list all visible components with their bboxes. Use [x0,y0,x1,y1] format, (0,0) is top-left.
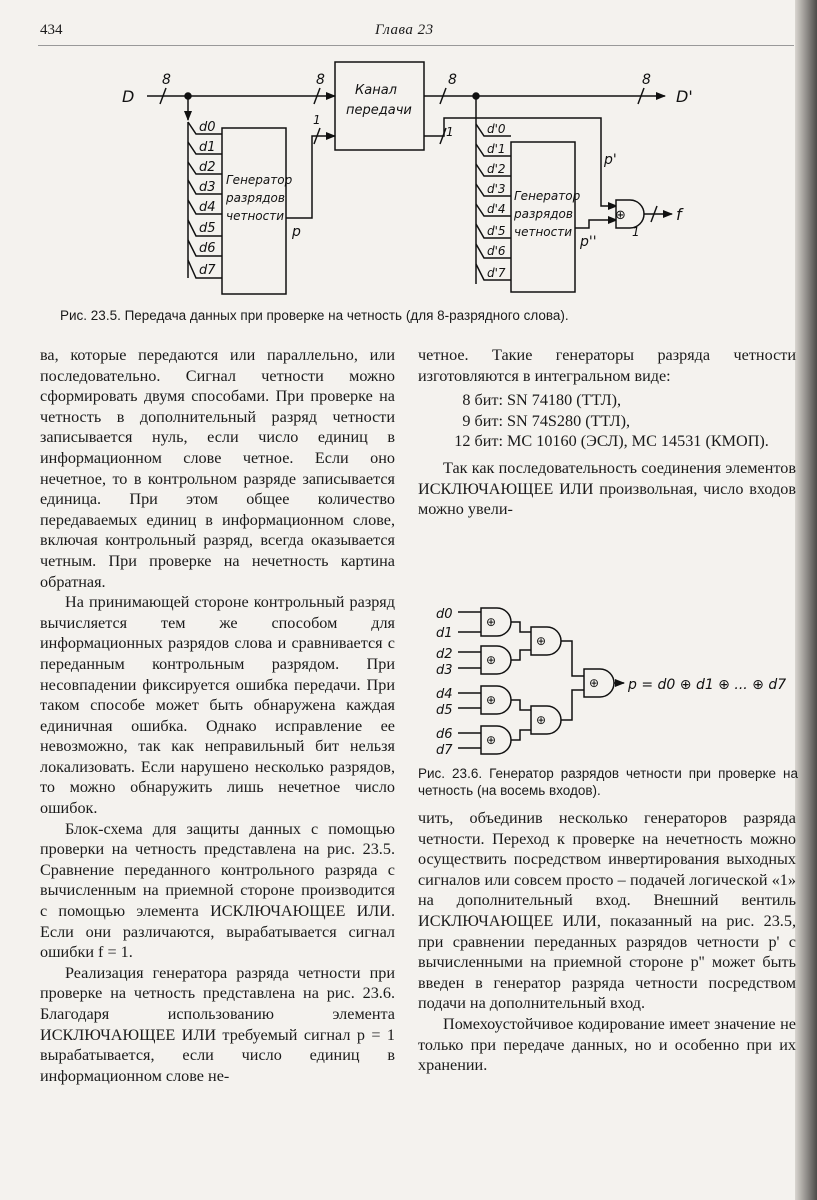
tx-input-label: d5 [199,221,216,236]
gen-input-label: d1 [436,626,453,641]
rx-input-label: d'5 [487,224,506,238]
xor-symbol: ⊕ [486,733,497,747]
input-leads [458,612,481,748]
left-column [40,345,395,1086]
bus-width-label: 8 [316,72,325,88]
page-number: 434 [40,22,63,38]
right-column-top [418,345,796,520]
rx-generator-label-2: разрядов [514,207,573,221]
paragraph: чить, объединив несколько генераторов разряда четности. Переход к проверке на нечетность можно осуществить посредством инвертирования выходных сигналов или совсем просто – подачей логической «1» на дополнительный вход. Внешний вентиль ИСКЛЮЧАЮЩЕЕ ИЛИ, показанный на рис. 23.5, при сравнении переданных разрядов четности p' с вычисленными на приемной стороне p'' может быть введен в генератор разряда четности посредством подачи на дополнительный вход. [418,809,796,1013]
tx-input-label: d1 [199,140,216,155]
rx-input-label: d'3 [487,182,506,196]
gen-input-label: d3 [436,663,453,678]
tx-input-label: d0 [199,120,216,135]
tx-generator-label-1: Генератор [226,173,293,187]
output-label: D' [676,87,693,106]
rx-parity-computed-line [575,220,617,228]
xor-symbol: ⊕ [486,693,497,707]
input-label: D [122,87,135,106]
parity-width-label: 1 [313,113,321,127]
parity-formula: p = d0 ⊕ d1 ⊕ ... ⊕ d7 [628,677,787,693]
xor-symbol: ⊕ [486,653,497,667]
paragraph: Помехоустойчивое кодирование имеет значение не только при передаче данных, но и особенно при их хранении. [418,1014,796,1075]
gen-input-label: d7 [436,743,453,758]
gen-input-label: d6 [436,727,453,742]
tx-input-label: d4 [199,200,216,215]
figure-23-5-labels [122,72,693,280]
ic-parts: MC 10160 (ЭСЛ), MC 14531 (КМОП). [507,432,769,451]
gen-input-label: d2 [436,647,453,662]
figure-23-6-caption: Рис. 23.6. Генератор разрядов четности при проверке на четность (на восемь входов). [418,766,798,798]
bus-width-label: 8 [642,72,651,88]
figure-23-6 [458,608,624,754]
rx-parity-received-label: p' [604,152,617,168]
right-column-bottom [418,808,796,1076]
ic-list-item [443,431,796,452]
bus-width-label: 8 [162,72,171,88]
gen-input-label: d5 [436,703,453,718]
ic-bits: 9 бит: [462,411,503,430]
paragraph: ва, которые передаются или параллельно, или последовательно. Сигнал четности можно сформировать двумя способами. При проверке на четность в дополнительный разряд четности записывается нуль, если число единиц в информационном слове четное. Если оно нечетное, то в контрольном разряде записывается единица. При этом общее количество передаваемых единиц в информационном слове, включая контрольный разряд, всегда оказывается четным. При проверке на нечетность картина обратная. [40,346,395,591]
error-output-label: f [676,205,682,224]
tx-generator-label-3: четности [226,209,285,223]
level-2-wires [561,641,584,720]
figure-23-5-caption: Рис. 23.5. Передача данных при проверке на четность (для 8-разрядного слова). [60,308,569,323]
rx-generator-label-3: четности [514,225,573,239]
rx-input-label: d'0 [487,122,506,136]
ic-parts: SN 74S280 (ТТЛ), [507,411,631,430]
tx-input-label: d7 [199,263,216,278]
ic-list-item [443,390,796,411]
running-head: Глава 23 [375,22,434,38]
ic-bits: 12 бит: [454,432,503,451]
bus-width-label: 8 [448,72,457,88]
xor-symbol: ⊕ [536,713,547,727]
channel-label-1: Канал [355,83,397,98]
paragraph: четное. Такие генераторы разряда четности изготовляются в интегральном виде: [418,346,796,385]
rx-input-label: d'2 [487,162,506,176]
ic-parts: SN 74180 (ТТЛ), [507,391,622,410]
error-width-label: 1 [632,225,640,239]
tx-input-label: d2 [199,160,216,175]
ic-bits: 8 бит: [462,391,503,410]
rx-parity-computed-label: p'' [580,234,597,250]
rx-input-label: d'7 [487,266,506,280]
xor-symbol: ⊕ [589,676,600,690]
paragraph: Реализация генератора разряда четности при проверке на четность представлена на рис. 23.6. Благодаря использованию элемента ИСКЛЮЧАЮЩЕЕ ИЛИ требуемый сигнал p = 1 вырабатывается, если число единиц в информационном слове не- [40,963,395,1085]
tx-generator-label-2: разрядов [226,191,285,205]
tx-input-label: d6 [199,241,216,256]
rx-input-label: d'6 [487,244,506,258]
rx-input-label: d'4 [487,202,506,216]
paragraph: На принимающей стороне контрольный разряд вычисляется тем же способом для информационных разрядов слова и сравнивается с переданным контрольным разрядом. При несовпадении фиксируется ошибка передачи. При таком способе может быть обнаружена каждая единичная ошибка. Однако исправление ее невозможно, так как неправильный бит нельзя локализовать. Если нарушено несколько разрядов, то можно обнаружить лишь нечетное число ошибок. [40,593,395,818]
tx-parity-label: p [292,224,301,240]
xor-symbol: ⊕ [486,615,497,629]
tx-parity-line [286,136,335,218]
channel-label-2: передачи [346,103,412,118]
parity-width-label: 1 [446,125,454,139]
gen-input-label: d0 [436,607,453,622]
rx-input-label: d'1 [487,142,506,156]
tx-input-label: d3 [199,180,216,195]
paragraph: Блок-схема для защиты данных с помощью проверки на четность представлена на рис. 23.5. Сравнение переданного контрольного разряда с вычисленным на приемной стороне производится с помощью элемента ИСКЛЮЧАЮЩЕЕ ИЛИ. Если они различаются, вырабатывается сигнал ошибки f = 1. [40,819,395,962]
ic-list-item [443,411,796,432]
xor-symbol: ⊕ [536,634,547,648]
paragraph: Так как последовательность соединения элементов ИСКЛЮЧАЮЩЕЕ ИЛИ произвольная, число входов можно увели- [418,458,796,519]
level-1-wires [511,622,531,740]
xor-symbol: ⊕ [615,208,626,223]
ic-list [443,390,796,452]
rx-generator-label-1: Генератор [514,189,581,203]
gen-input-label: d4 [436,687,453,702]
